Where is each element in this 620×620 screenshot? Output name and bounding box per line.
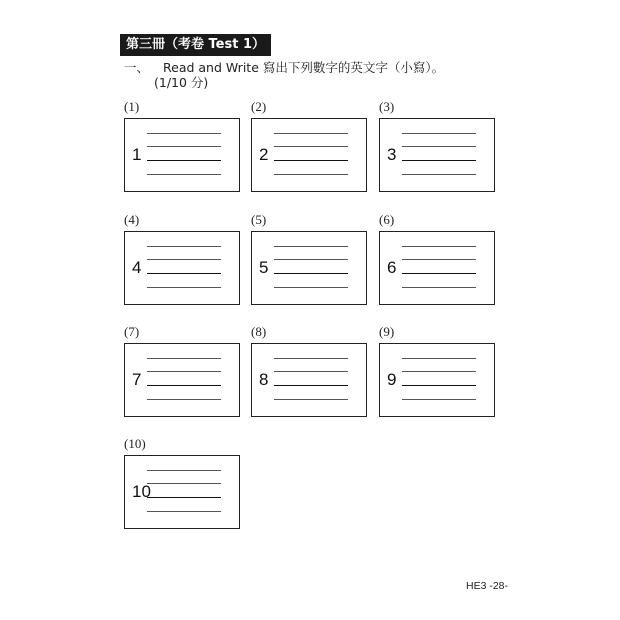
exercise-digit: 9 [387, 370, 397, 389]
writing-guideline [147, 483, 221, 484]
exercise-label: (3) [379, 99, 395, 114]
answer-box[interactable] [124, 118, 240, 192]
writing-guideline [147, 470, 221, 471]
writing-guideline [147, 399, 221, 400]
writing-guideline [402, 385, 476, 386]
writing-guideline [147, 259, 221, 260]
exercise-label: (1) [124, 99, 140, 114]
exercise-label: (6) [379, 212, 395, 227]
writing-guideline [147, 497, 221, 498]
writing-guideline [402, 259, 476, 260]
writing-guideline [274, 358, 348, 359]
writing-guideline [147, 174, 221, 175]
exercise-label: (4) [124, 212, 140, 227]
instruction [124, 60, 524, 90]
exercise-label: (10) [124, 436, 146, 451]
writing-guideline [274, 371, 348, 372]
exercise-digit: 4 [132, 258, 142, 277]
writing-guideline [402, 287, 476, 288]
exercise-label: (5) [251, 212, 267, 227]
writing-guideline [402, 399, 476, 400]
writing-guideline [274, 273, 348, 274]
writing-guideline [147, 246, 221, 247]
writing-guideline [274, 385, 348, 386]
writing-guideline [147, 358, 221, 359]
writing-guideline [274, 146, 348, 147]
answer-box[interactable] [124, 231, 240, 305]
writing-guideline [402, 146, 476, 147]
answer-box[interactable] [379, 231, 495, 305]
writing-guideline [147, 146, 221, 147]
answer-box[interactable] [379, 118, 495, 192]
section-title: 第三冊（考卷 Test 1） [120, 34, 271, 56]
exercise-label: (8) [251, 324, 267, 339]
writing-guideline [274, 133, 348, 134]
exercise-digit: 1 [132, 145, 142, 164]
exercise-label: (9) [379, 324, 395, 339]
exercise-digit: 6 [387, 258, 397, 277]
writing-guideline [402, 133, 476, 134]
exercise-digit: 7 [132, 370, 142, 389]
exercise-digit: 3 [387, 145, 397, 164]
answer-box[interactable] [124, 343, 240, 417]
exercise-digit: 2 [259, 145, 269, 164]
writing-guideline [147, 511, 221, 512]
writing-guideline [274, 246, 348, 247]
instruction-text: Read and Write 寫出下列數字的英文字（小寫）。 [163, 60, 445, 75]
writing-guideline [402, 160, 476, 161]
writing-guideline [274, 399, 348, 400]
writing-guideline [402, 273, 476, 274]
exercise-digit: 10 [132, 482, 151, 501]
writing-guideline [402, 174, 476, 175]
writing-guideline [274, 160, 348, 161]
writing-guideline [147, 287, 221, 288]
answer-box[interactable] [124, 455, 240, 529]
exercise-digit: 8 [259, 370, 269, 389]
writing-guideline [274, 259, 348, 260]
writing-guideline [274, 287, 348, 288]
answer-box[interactable] [251, 343, 367, 417]
writing-guideline [147, 371, 221, 372]
answer-box[interactable] [379, 343, 495, 417]
question-number: 一、 [124, 60, 150, 75]
exercise-label: (7) [124, 324, 140, 339]
page-number: HE3 -28- [466, 580, 509, 592]
writing-guideline [402, 358, 476, 359]
writing-guideline [402, 371, 476, 372]
writing-guideline [147, 160, 221, 161]
writing-guideline [147, 273, 221, 274]
writing-guideline [274, 174, 348, 175]
exercise-label: (2) [251, 99, 267, 114]
instruction-score: (1/10 分) [154, 75, 209, 90]
exercise-digit: 5 [259, 258, 269, 277]
writing-guideline [402, 246, 476, 247]
writing-guideline [147, 385, 221, 386]
answer-box[interactable] [251, 231, 367, 305]
writing-guideline [147, 133, 221, 134]
answer-box[interactable] [251, 118, 367, 192]
